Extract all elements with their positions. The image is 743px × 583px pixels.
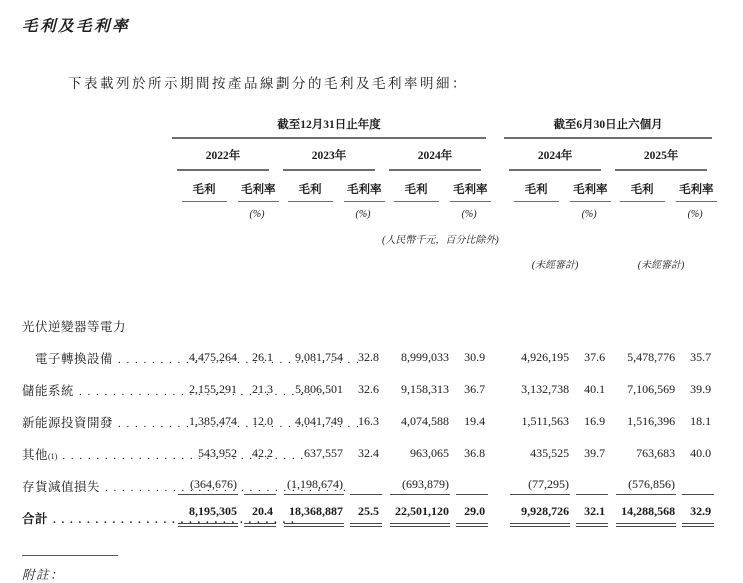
- gross-profit-value: 4,041,749: [295, 414, 343, 428]
- col-header-gross-margin: 毛利率: [676, 181, 717, 202]
- gross-margin-value: [570, 463, 608, 495]
- year-header-row: [22, 139, 714, 171]
- gross-profit-value: (77,295): [502, 463, 570, 495]
- gross-profit-value: 5,478,776: [627, 350, 676, 364]
- gross-profit-value: 9,928,726: [502, 495, 570, 527]
- gross-margin-value: 32.1: [570, 495, 608, 527]
- unaudited-note: (未經審計): [531, 260, 579, 271]
- year-header-2022: 2022年: [177, 147, 269, 171]
- gross-margin-value: 32.9: [676, 495, 714, 527]
- gross-margin-value: 37.6: [584, 350, 606, 364]
- column-group-row: [22, 116, 714, 139]
- col-header-gross-margin: 毛利率: [238, 181, 279, 202]
- gross-profit-value: 3,132,738: [521, 382, 570, 396]
- percent-note: (%): [461, 209, 477, 220]
- col-header-gross-margin: 毛利率: [570, 181, 611, 202]
- gross-margin-value: 32.8: [358, 350, 379, 364]
- gross-margin-value: 35.7: [690, 350, 712, 364]
- gross-margin-value: 39.7: [584, 446, 606, 460]
- gross-profit-value: 4,475,264: [189, 350, 237, 364]
- unit-note: (人民幣千元，百分比除外): [382, 235, 499, 246]
- table-row: 其他 (1) . . . 543,952 42.2 637,557 32.4 963,065 36.8 435,525 39.7 763,683 40.0: [22, 431, 714, 463]
- col-header-gross-profit: 毛利: [182, 181, 227, 202]
- footnote-label: 附註：: [22, 568, 65, 582]
- col-header-gross-margin: 毛利率: [450, 181, 491, 202]
- col-header-gross-profit: 毛利: [620, 181, 665, 202]
- table-row: [22, 399, 714, 431]
- gross-profit-value: 8,195,305: [170, 495, 238, 527]
- gross-profit-value: 9,081,754: [295, 350, 343, 364]
- gross-profit-value: 763,683: [636, 446, 676, 460]
- intro-text: 下表載列於所示期間按產品線劃分的毛利及毛利率明細：: [68, 76, 468, 91]
- gross-profit-value: 22,501,120: [382, 495, 450, 527]
- gross-margin-value: 18.1: [690, 414, 712, 428]
- gross-profit-table: [22, 116, 714, 527]
- table-row: [22, 335, 714, 367]
- gross-margin-value: 30.9: [464, 350, 486, 364]
- gross-profit-value: 1,385,474: [189, 414, 237, 428]
- row-label: 光伏逆變器等電力: [22, 320, 127, 334]
- gross-profit-value: 435,525: [530, 446, 570, 460]
- gross-margin-value: 16.9: [584, 414, 606, 428]
- col-header-gross-margin: 毛利率: [344, 181, 385, 202]
- gross-profit-value: 543,952: [198, 446, 237, 460]
- row-label: 儲能系統: [22, 384, 75, 398]
- gross-margin-value: 16.3: [358, 414, 379, 428]
- gross-margin-value: 19.4: [464, 414, 486, 428]
- gross-margin-value: 32.6: [358, 382, 379, 396]
- gross-margin-value: [344, 463, 382, 495]
- percent-note: (%): [581, 209, 597, 220]
- year-header-2025-interim: 2025年: [615, 147, 707, 171]
- unaudited-note-row: [22, 246, 714, 271]
- row-label: 其他: [22, 448, 49, 462]
- gross-margin-value: 40.0: [690, 446, 712, 460]
- row-label: 存貨減值損失: [22, 480, 101, 494]
- gross-profit-value: 18,368,887: [276, 495, 344, 527]
- row-label: 合計: [22, 512, 49, 526]
- gross-profit-value: 8,999,033: [401, 350, 449, 364]
- percent-note: (%): [249, 209, 265, 220]
- gross-profit-value: 963,065: [410, 446, 449, 460]
- gross-margin-value: 26.1: [252, 350, 273, 364]
- gross-margin-value: 36.7: [464, 382, 486, 396]
- row-label: 新能源投資開發: [22, 416, 114, 430]
- gross-profit-value: 14,288,568: [608, 495, 676, 527]
- page-title: 毛利及毛利率: [22, 18, 131, 35]
- gross-profit-value: (1,198,674): [276, 463, 344, 495]
- footnote-divider: [22, 555, 118, 556]
- percent-note-row: [22, 202, 714, 220]
- table-row-inventory-impairment: [22, 463, 714, 495]
- gross-profit-value: 5,806,501: [295, 382, 343, 396]
- gross-profit-value: 637,557: [304, 446, 343, 460]
- gross-profit-value: 1,511,563: [521, 414, 570, 428]
- gross-margin-value: 29.0: [450, 495, 488, 527]
- gross-profit-value: (693,879): [382, 463, 450, 495]
- col-header-gross-profit: 毛利: [514, 181, 559, 202]
- year-header-2024: 2024年: [389, 147, 481, 171]
- percent-note: (%): [355, 209, 371, 220]
- table-row-total: [22, 495, 714, 527]
- gross-margin-value: 40.1: [584, 382, 606, 396]
- col-group-interim: 截至6月30日止六個月: [504, 116, 712, 139]
- gross-profit-value: 9,158,313: [401, 382, 449, 396]
- table-row-section: [22, 303, 714, 335]
- percent-note: (%): [687, 209, 703, 220]
- gross-margin-value: [450, 463, 488, 495]
- gross-profit-value: 4,926,195: [521, 350, 570, 364]
- gross-margin-value: 42.2: [252, 446, 273, 460]
- gross-profit-value: (576,856): [608, 463, 676, 495]
- gross-margin-value: [676, 463, 714, 495]
- gross-margin-value: 39.9: [690, 382, 712, 396]
- gross-profit-value: 4,074,588: [401, 414, 449, 428]
- gross-margin-value: 36.8: [464, 446, 486, 460]
- gross-margin-value: 20.4: [238, 495, 276, 527]
- unit-note-row: [22, 220, 714, 246]
- gross-margin-value: 12.0: [252, 414, 273, 428]
- gross-margin-value: 25.5: [344, 495, 382, 527]
- gross-profit-value: (364,676): [170, 463, 238, 495]
- gross-profit-value: 7,106,569: [627, 382, 676, 396]
- row-label: 電子轉換設備: [35, 352, 114, 366]
- col-header-gross-profit: 毛利: [394, 181, 439, 202]
- year-header-2023: 2023年: [283, 147, 375, 171]
- gross-profit-value: 2,155,291: [189, 382, 237, 396]
- gross-margin-value: 21.3: [252, 382, 273, 396]
- col-group-annual: 截至12月31日止年度: [172, 116, 486, 139]
- unaudited-note: (未經審計): [637, 260, 685, 271]
- col-header-gross-profit: 毛利: [288, 181, 333, 202]
- year-header-2024-interim: 2024年: [509, 147, 601, 171]
- table-row: [22, 367, 714, 399]
- gross-margin-value: 32.4: [358, 446, 379, 460]
- subheader-row: [22, 171, 714, 202]
- gross-profit-value: 1,516,396: [627, 414, 676, 428]
